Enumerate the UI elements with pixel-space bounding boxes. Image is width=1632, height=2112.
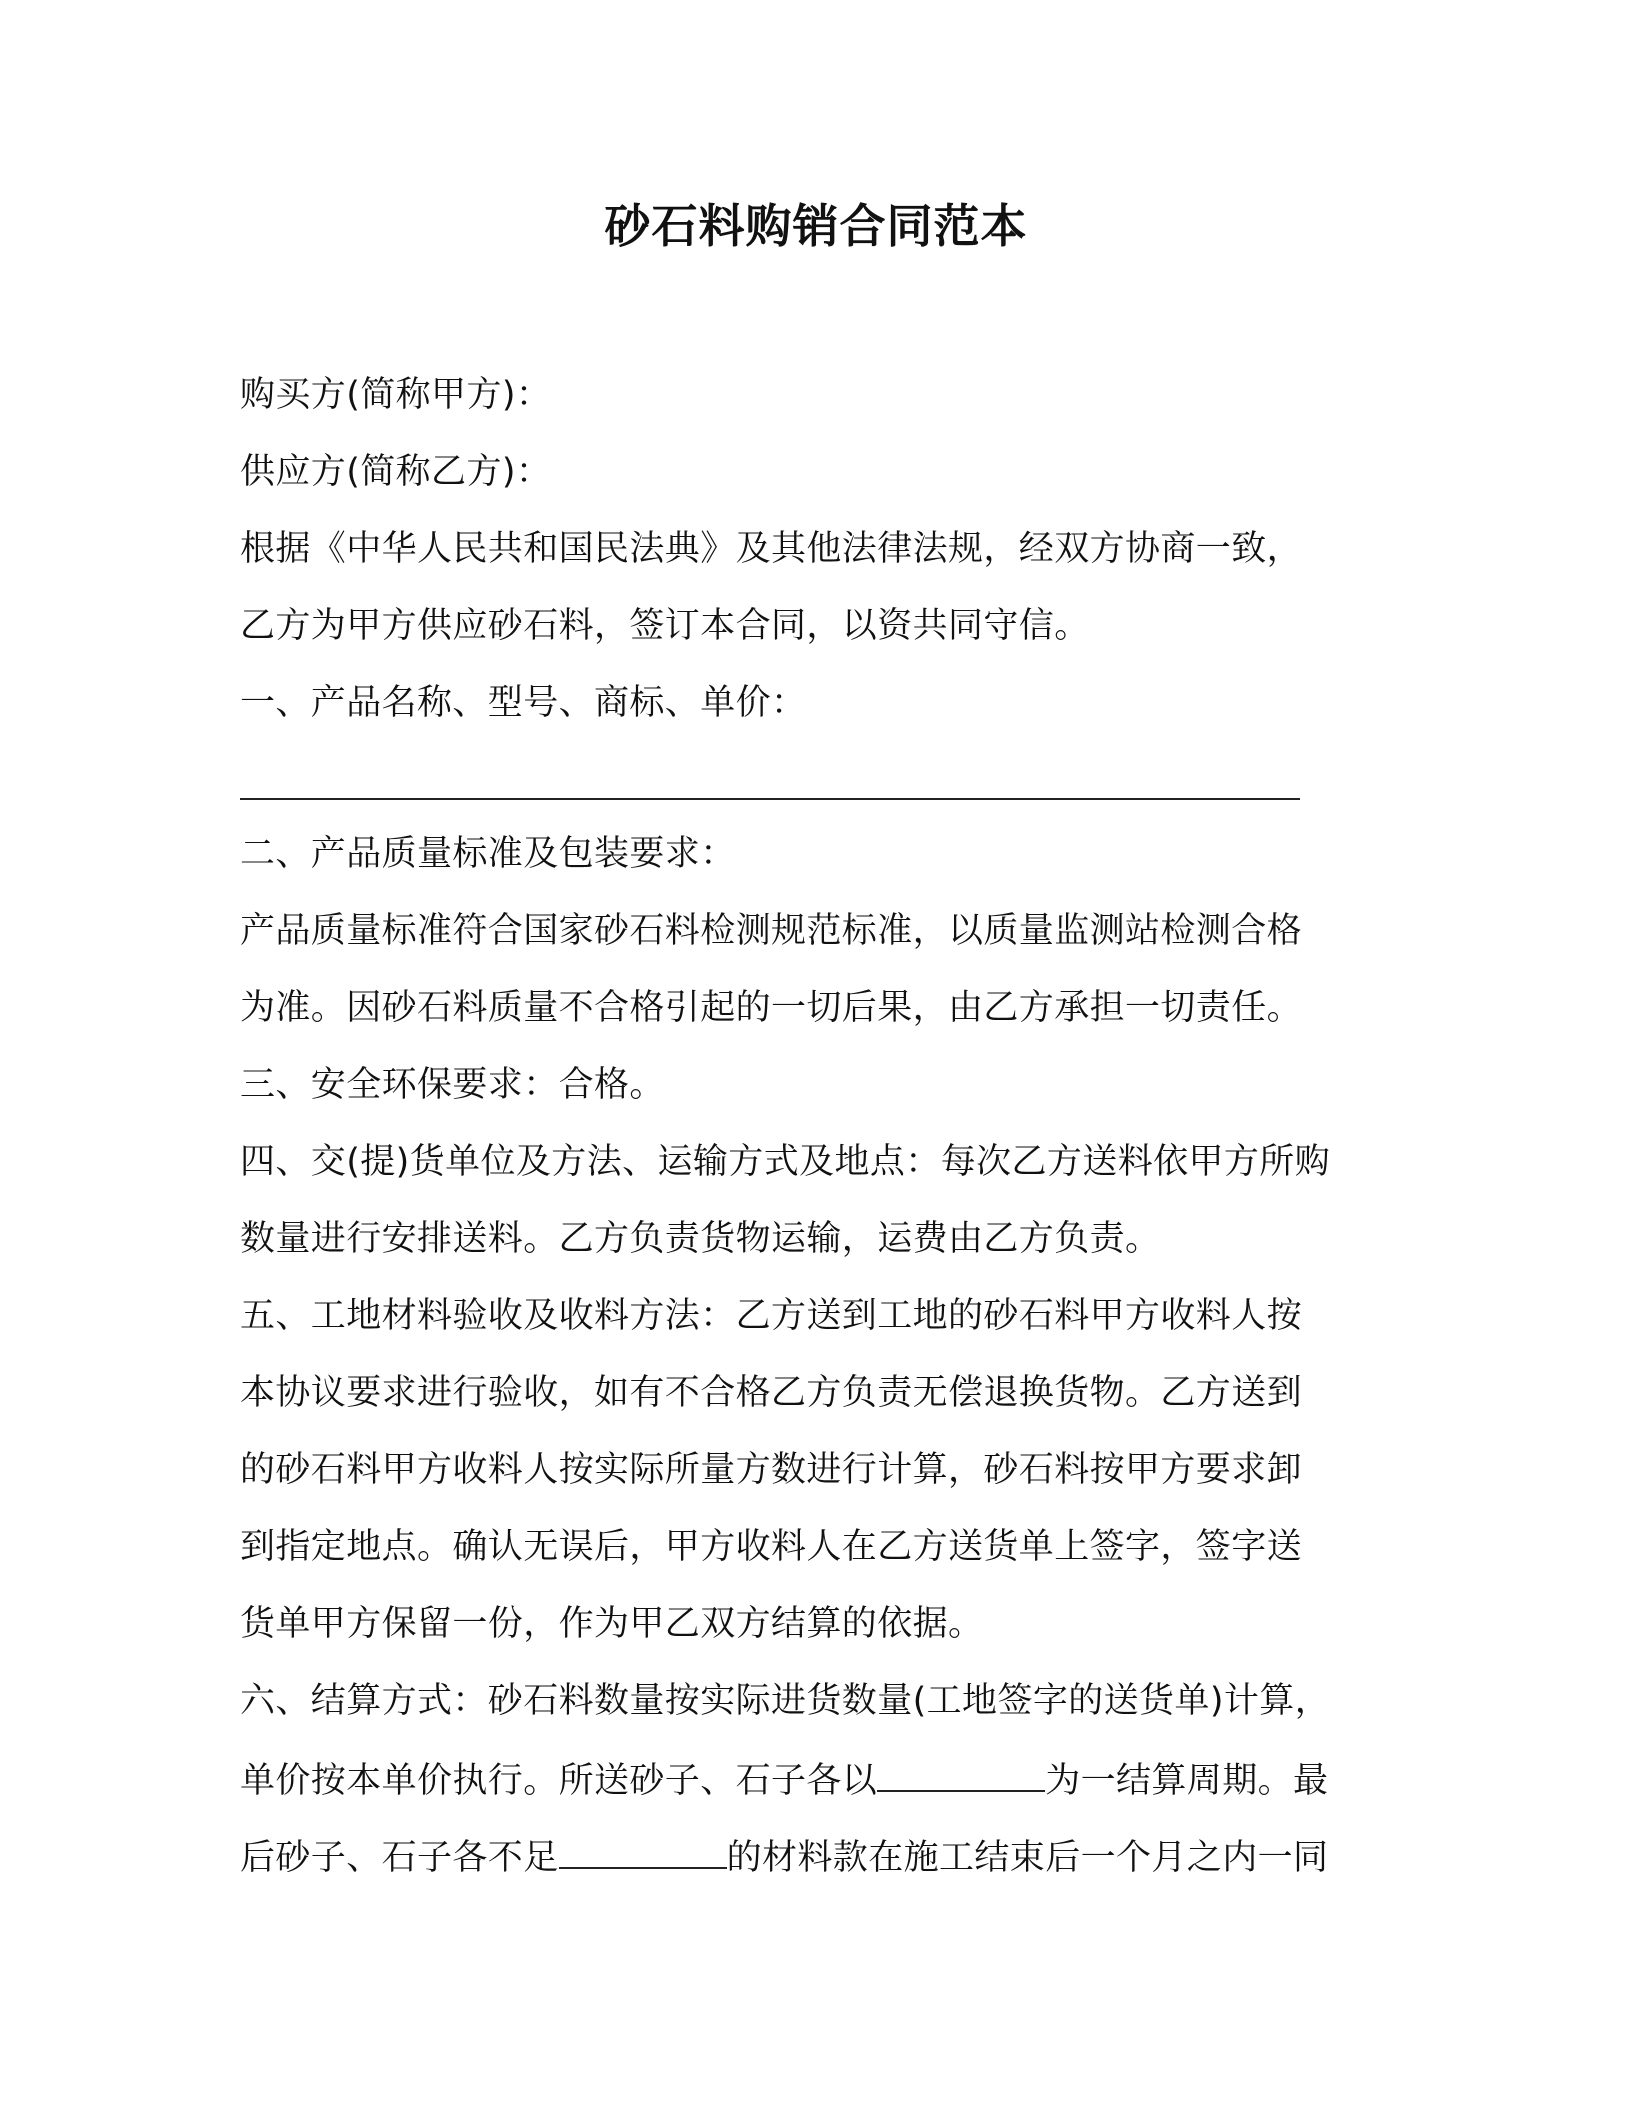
paragraph-line: 为准。因砂石料质量不合格引起的一切后果，由乙方承担一切责任。 — [240, 988, 1303, 1028]
remaining-amount-blank — [559, 1835, 727, 1869]
document-title: 砂石料购销合同范本 — [604, 199, 1028, 253]
paragraph-line: 的砂石料甲方收料人按实际所量方数进行计算，砂石料按甲方要求卸 — [240, 1450, 1303, 1490]
paragraph-line: 货单甲方保留一份，作为甲乙双方结算的依据。 — [240, 1604, 984, 1644]
section-heading-5: 五、工地材料验收及收料方法：乙方送到工地的砂石料甲方收料人按 — [240, 1296, 1303, 1336]
paragraph-line: 根据《中华人民共和国民法典》及其他法律法规，经双方协商一致， — [240, 529, 1303, 569]
settlement-period-blank — [877, 1758, 1045, 1792]
section-heading-6: 六、结算方式：砂石料数量按实际进货数量(工地签字的送货单)计算， — [240, 1681, 1331, 1721]
text-segment: 的材料款在施工结束后一个月之内一同 — [726, 1838, 1329, 1878]
section-heading-2: 二、产品质量标准及包装要求： — [240, 834, 736, 874]
text-segment: 单价按本单价执行。所送砂子、石子各以 — [240, 1761, 878, 1801]
paragraph-line: 乙方为甲方供应砂石料，签订本合同，以资共同守信。 — [240, 606, 1090, 646]
section-heading-3: 三、安全环保要求：合格。 — [240, 1065, 665, 1105]
text-segment: 为一结算周期。最 — [1045, 1761, 1329, 1801]
text-segment: 后砂子、石子各不足 — [240, 1838, 559, 1878]
fill-in-line — [240, 798, 1300, 800]
supplier-line: 供应方(简称乙方)： — [240, 452, 552, 492]
paragraph-line — [240, 1835, 1328, 1881]
paragraph-line: 产品质量标准符合国家砂石料检测规范标准，以质量监测站检测合格 — [240, 911, 1303, 951]
paragraph-line — [240, 1758, 1328, 1804]
paragraph-line: 数量进行安排送料。乙方负责货物运输，运费由乙方负责。 — [240, 1219, 1161, 1259]
paragraph-line: 到指定地点。确认无误后，甲方收料人在乙方送货单上签字，签字送 — [240, 1527, 1303, 1567]
buyer-line: 购买方(简称甲方)： — [240, 375, 552, 415]
section-heading-1: 一、产品名称、型号、商标、单价： — [240, 683, 807, 723]
paragraph-line: 本协议要求进行验收，如有不合格乙方负责无偿退换货物。乙方送到 — [240, 1373, 1303, 1413]
section-heading-4: 四、交(提)货单位及方法、运输方式及地点：每次乙方送料依甲方所购 — [240, 1142, 1331, 1182]
